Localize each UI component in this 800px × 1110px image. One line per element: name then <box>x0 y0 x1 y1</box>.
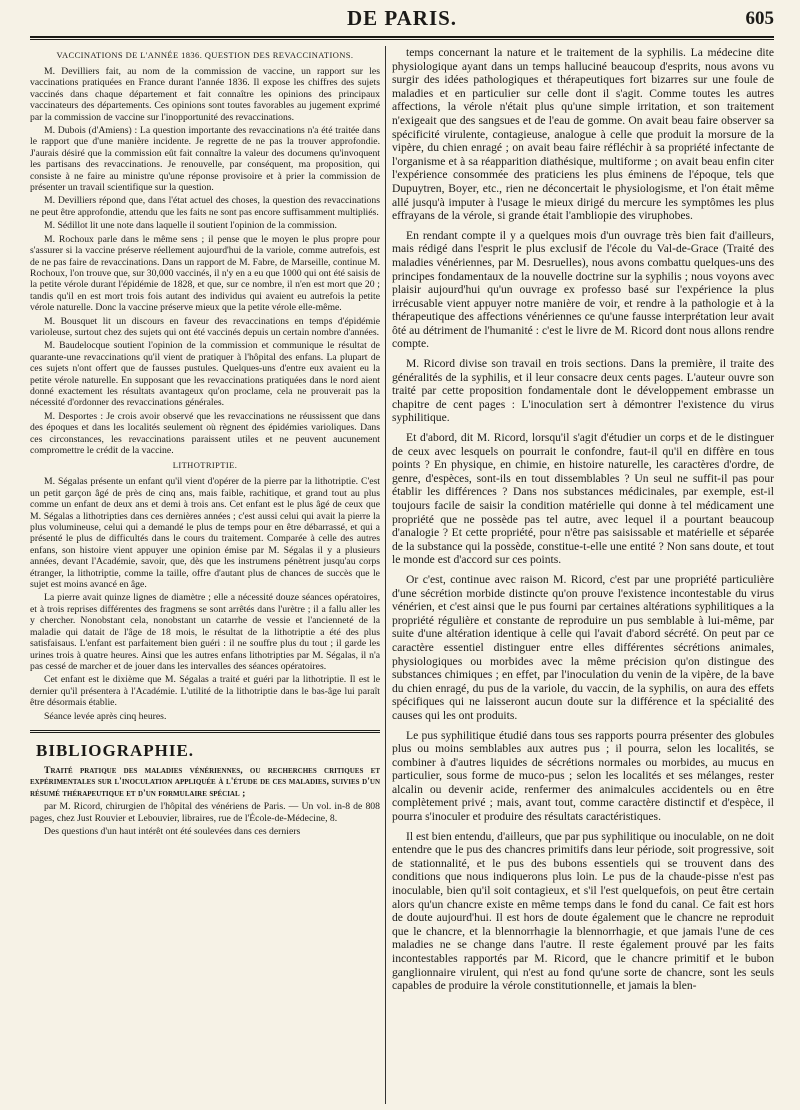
page-header <box>30 6 774 36</box>
paragraph: Et d'abord, dit M. Ricord, lorsqu'il s'agit d'étudier un corps et de le distinguer de ceux avec lesquels on pourrait le confondre, faut-il qu'il en diffère en tous points ? En physique, en chimie, en histoire naturelle, les caractères d'ordre, de genre, d'espèces, sont-ils en tout dissemblables ? Un seul ne suffit-il pas pour établir les différences ? Dans nos substances médicinales, par exemple, est-il toujours facile de saisir la condition matérielle qui donne à tel médicament une propriété que ne possède pas tel autre, avec lequel il a pourtant beaucoup d'analogie ? Et cette propriété, pour n'être pas saisissable et matérielle et séparée de la substance qui la possède, constitue-t-elle une entité ? Non sans doute, et tout le monde est d'accord sur ces points. <box>392 431 774 567</box>
newspaper-page <box>30 6 774 1104</box>
paragraph: Or c'est, continue avec raison M. Ricord, c'est par une propriété particulière d'une sécrétion morbide distincte qu'on prouve l'existence incontestable du virus vénérien, et c'est ainsi que le pus fourni par certaines altérations syphilitiques a la propriété régulière et constante de reproduire un pus semblable à lui-même, par suite d'une altération identique à celle qui l'avait d'abord sécrété. On peut par ce caractère essentiel distinguer entre elles différentes sécrétions animales, physiologiques ou morbides avec la même précision qu'on distingue des substances chimiques ; en effet, par l'inoculation du venin de la vipère, de la bave du chien enragé, du pus de la variole, du vaccin, de la syphilis, on aura des effets spécifiques qui ne laisseront aucun doute sur la différence et la spécialité des causes qui les ont produits. <box>392 572 774 722</box>
paragraph: M. Devilliers fait, au nom de la commission de vaccine, un rapport sur les vaccinations pratiquées en France durant l'année 1836. Il expose les chiffres des sujets vaccinés dans chaque département et fait connaître les opinions des principaux vaccinateurs des départements. Ces opinions sont toutes favorables au jugement exprimé par la commission de vaccine sur l'inopportunité des revaccinations. <box>30 66 380 123</box>
paragraph: Séance levée après cinq heures. <box>44 710 167 722</box>
paragraph: M. Desportes : Je crois avoir observé que les revaccinations ne réussissent que dans des époques et dans les localités seulement où règnent des épidémies varioliques. Dans ces circonstances, les revaccinations paraissent utiles et ne peuvent aucunement compromettre le crédit de la vaccine. <box>30 410 380 456</box>
header-rule <box>30 36 774 38</box>
paragraph: La pierre avait quinze lignes de diamètre ; elle a nécessité douze séances opératoires, et à trois reprises différentes des fragmens se sont arrêtés dans l'urètre ; il a fallu aller les y chercher. Nonobstant cela, nonobstant un catarrhe de vessie et l'ancienneté de la maladie qui datait de l'âge de 18 mois, le résultat de la lithotriptie a été des plus satisfaisaus. L'enfant est parfaitement bien guéri : il ne souffre plus du tout ; il garde les urines trois à quatre heures. Ainsi que les autres enfans lithotripties par M. Ségalas, il n'a pas cessé de marcher et de jouer dans les intervalles des séances opératoires. <box>30 592 380 672</box>
column-rule <box>385 46 386 1104</box>
section-heading-lithotriptie: LITHOTRIPTIE. <box>172 460 238 471</box>
section-heading-vaccinations: VACCINATIONS DE L'ANNÉE 1836. QUESTION DES REVACCINATIONS. <box>56 50 354 60</box>
header-rule-thin <box>30 39 774 40</box>
paragraph: temps concernant la nature et le traitement de la syphilis. La médecine dite physiologique ayant dans un temps halluciné beaucoup d'esprits, nous avons vu surgir des idées pathologiques et thérapeutiques fort bizarres sur une foule de maladies et en particulier sur celle dont il s'agit. Comme toutes les autres affections, la vérole n'était plus qu'une simple irritation, et son traitement n'exigeait que des sangsues et de l'eau de gomme. On avait beau faire observer sa spécificité virulente, contagieuse, analogue à celle que produit la morsure de la vipère, du chien enragé ; on avait beau faire réfléchir à sa propriété infectante de l'organisme et à sa réapparition diathésique, multiforme ; on avait beau enfin citer l'expérience consommée des praticiens les plus éminens de l'époque, tels que Dupuytren, Boyer, etc., rien ne déconcertait le physiologisme, et l'on était même allé jusqu'à imputer à l'usage le mieux dirigé du mercure les symptômes les plus effrayans de la vérole, si grande était l'ambliopie des viruphobes. <box>392 46 774 223</box>
paragraph: Le pus syphilitique étudié dans tous ses rapports pourra présenter des globules plus ou moins semblables aux autres pus ; il pourra, selon les localités, se combiner à d'autres liquides de sécrétions normales ou morbides, au mucus en particulier, sous forme de muco-pus ; selon les localités et ses mélanges, rester alcalin ou devenir acide, renfermer des animalcules accidentels ou en être complètement privé ; mais, avant tout, comme caractère distinctif et d'espèce, il pourra s'inoculer et produire des résultats caractéristiques. <box>392 728 774 824</box>
paragraph: M. Devilliers répond que, dans l'état actuel des choses, la question des revaccinations ne peut être approfondie, attendu que les faits ne sont pas encore suffisamment multipliés. <box>30 195 380 218</box>
left-column <box>30 46 380 1104</box>
paragraph: M. Bousquet lit un discours en faveur des revaccinations en temps d'épidémie varioleuse, surtout chez des sujets qui ont été vaccinés depuis un certain nombre d'années. <box>30 315 380 338</box>
bibliography-author-line: par M. Ricord, chirurgien de l'hôpital des vénériens de Paris. — Un vol. in-8 de 808 pages, chez Just Rouvier et Lebouvier, libraires, rue de l'École-de-Médecine, 8. <box>30 801 380 824</box>
page-number: 605 <box>745 8 774 29</box>
paragraph: M. Ricord divise son travail en trois sections. Dans la première, il traite des généralités de la syphilis, et il leur consacre deux cents pages. L'auteur ouvre son traité par cette proposition fondamentale dont le développement embrasse un chapitre de cent pages : L'inoculation sert à démontrer l'existence du virus syphilitique. <box>392 357 774 425</box>
right-column <box>392 46 774 1104</box>
running-title: DE PARIS. <box>346 6 458 30</box>
bibliography-heading: BIBLIOGRAPHIE. <box>36 740 195 760</box>
paragraph: M. Ségalas présente un enfant qu'il vient d'opérer de la pierre par la lithotriptie. C'est un petit garçon âgé de près de cinq ans, mais faible, rachitique, et grand tout au plus comme un enfant de deux ans et demi à trois ans. Cet enfant est le plus âgé de ceux que M. Ségalas a lithotripties dans ces dernières années ; c'est aussi celui qui avait la pierre la plus volumineuse, celui qui a demandé le plus de temps pour en être débarrassé, et qui a présenté le plus de difficultés dans le cours du traitement. Comparée à celle des autres enfans, son histoire vient appuyer une opinion émise par M. Ségalas il y a plusieurs années, devant l'Académie, savoir, que, dès que les instrumens pénètrent jusqu'au corps étranger, la lithotriptie, comme la taille, offre d'autant plus de chances de succès que le sujet est moins avancé en âge. <box>30 476 380 591</box>
paragraph: M. Baudelocque soutient l'opinion de la commission et communique le résultat de quarante-une revaccinations qu'il vient de pratiquer à l'hôpital des enfans. La plupart de ces sujets n'ont offert que de fausses pustules. Quelques-uns d'entre eux avaient eu la petite vérole naturelle. En supposant que les revaccinations pratiquées dans le nord aient donné exactement les résultats avantageux qu'on proclame, cela ne prouverait pas la nécessité d'ordonner des revaccinations générales. <box>30 340 380 409</box>
paragraph: Cet enfant est le dixième que M. Ségalas a traité et guéri par la lithotriptie. Il est le dernier qu'il présentera à l'Académie. L'utilité de la lithotriptie dans le bas-âge lui paraît être désormais établie. <box>30 674 380 709</box>
paragraph: M. Rochoux parle dans le même sens ; il pense que le moyen le plus propre pour s'assurer si la vaccine préserve réellement aujourd'hui de la variole, comme autrefois, est de ne pas faire de revaccinations. Dans un rapport de M. Fabre, de Marseille, continue M. Rochoux, l'on trouve que, sur 30,000 vaccinés, il n'y en a eu que 1000 qui ont été saisis de la petite vérole durant l'épidémie de 1828, et que, sur ce nombre, il n'en est mort que 20 ; tandis qu'il en est mort trois fois autant des individus qui avaient eu autrefois la petite vérole naturelle. Donc la vaccine préserve mieux que la petite vérole elle-même. <box>30 233 380 314</box>
paragraph: M. Dubois (d'Amiens) : La question importante des revaccinations n'a été traitée dans le rapport que d'une manière incidente. Je regrette de ne pas la trouver approfondie. J'aurais désiré que la commission eût fait connaître la valeur des documens qu'invoquent les partisans des revaccinations. Je renouvelle, par conséquent, ma proposition, qui consiste à ne faire au ministre qu'une réponse provisoire et à prier la commission de présenter un travail scientifique sur la question. <box>30 125 380 194</box>
bibliography-paragraph: Des questions d'un haut intérêt ont été soulevées dans ces derniers <box>44 825 301 837</box>
paragraph: Il est bien entendu, d'ailleurs, que par pus syphilitique ou inoculable, on ne doit entendre que le pus des chancres primitifs dans leur période, soit progressive, soit de stationnalité, et le pus des bubons essentiels qui se trouvent dans des conditions que nous indiquerons plus loin. Le pus de la chaude-pisse n'est pas inoculable, bien qu'il soit contagieux, et s'il l'est quelquefois, on peut être certain alors qu'un chancre existe en même temps dans le fond du canal. Ce fait est hors de doute aujourd'hui. Il est hors de doute également que le chancre ne reproduit que le chancre, et la blennorrhagie la blennorrhagie, et que jamais l'une de ces maladies ne se change dans l'autre. Il reste également prouvé par les faits incontestables rapportés par M. Ricord, que le chancre primitif et le bubon ganglionnaire virulent, qui n'est au fond qu'une sorte de chancre, sont les seuls capables de produire la vérole constitutionnelle, et jamais la blen- <box>392 829 774 993</box>
paragraph: En rendant compte il y a quelques mois d'un ouvrage très bien fait d'ailleurs, mais rédigé dans l'esprit le plus exclusif de l'école du Val-de-Grace (Traité des maladies vénériennes, par M. Desruelles), nous avons combattu quelques-uns des principes fondamentaux de la nouvelle doctrine sur la syphilis ; nous voyons avec plaisir aujourd'hui qu'un ouvrage ex professo basé sur l'expérience la plus irrécusable vient appuyer notre manière de voir, et rendre à la pathologie et à la thérapeutique des affections vénériennes ce qu'une fausse interprétation leur avait ôté au détriment de l'humanité : c'est le livre de M. Ricord dont nous allons rendre compte. <box>392 228 774 351</box>
bibliography-book-title: Traité pratique des maladies vénériennes, ou recherches critiques et expérimentales sur l'inoculation appliquée à l'étude de ces maladies, suivies d'un résumé thérapeutique et d'un formulaire spécial ; <box>30 764 380 799</box>
paragraph: M. Sédillot lit une note dans laquelle il soutient l'opinion de la commission. <box>44 220 337 232</box>
section-separator <box>30 730 380 733</box>
